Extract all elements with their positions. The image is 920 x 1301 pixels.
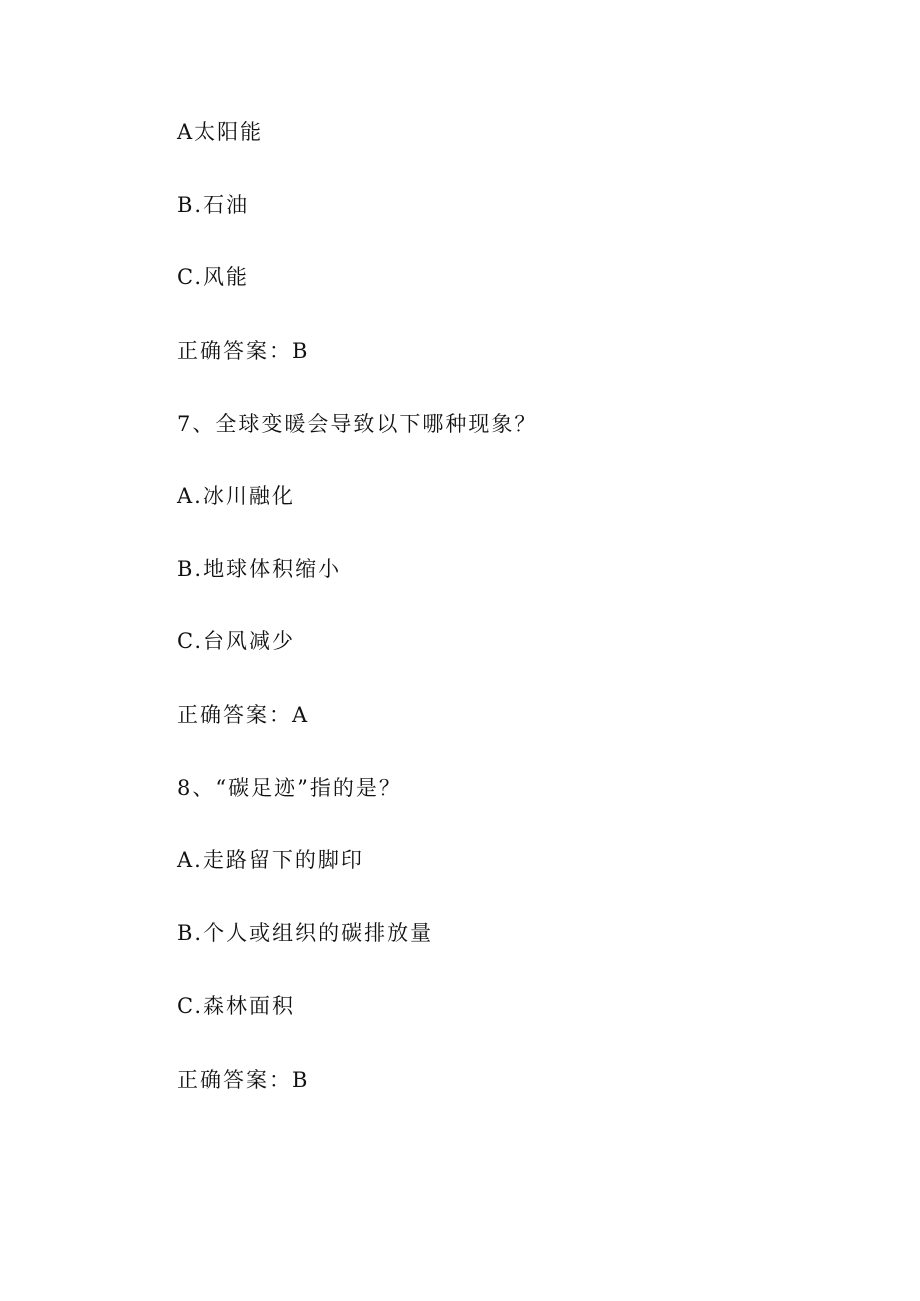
q7-answer: 正确答案：A	[177, 703, 310, 727]
q7-option-a: A.冰川融化	[177, 484, 295, 508]
q8-option-a: A.走路留下的脚印	[177, 848, 364, 872]
q6-option-b: B.石油	[177, 193, 250, 217]
q8-option-c: C.森林面积	[177, 994, 295, 1018]
q8-question: 8、“碳足迹”指的是？	[177, 776, 402, 800]
q8-answer: 正确答案：B	[177, 1068, 310, 1092]
q8-option-b: B.个人或组织的碳排放量	[177, 921, 434, 945]
q7-question: 7、全球变暖会导致以下哪种现象？	[177, 412, 538, 436]
q7-option-c: C.台风减少	[177, 629, 295, 653]
q7-option-b: B.地球体积缩小	[177, 557, 342, 581]
q6-option-a: A太阳能	[177, 120, 264, 144]
q6-answer: 正确答案：B	[177, 339, 310, 363]
q6-option-c: C.风能	[177, 265, 249, 289]
